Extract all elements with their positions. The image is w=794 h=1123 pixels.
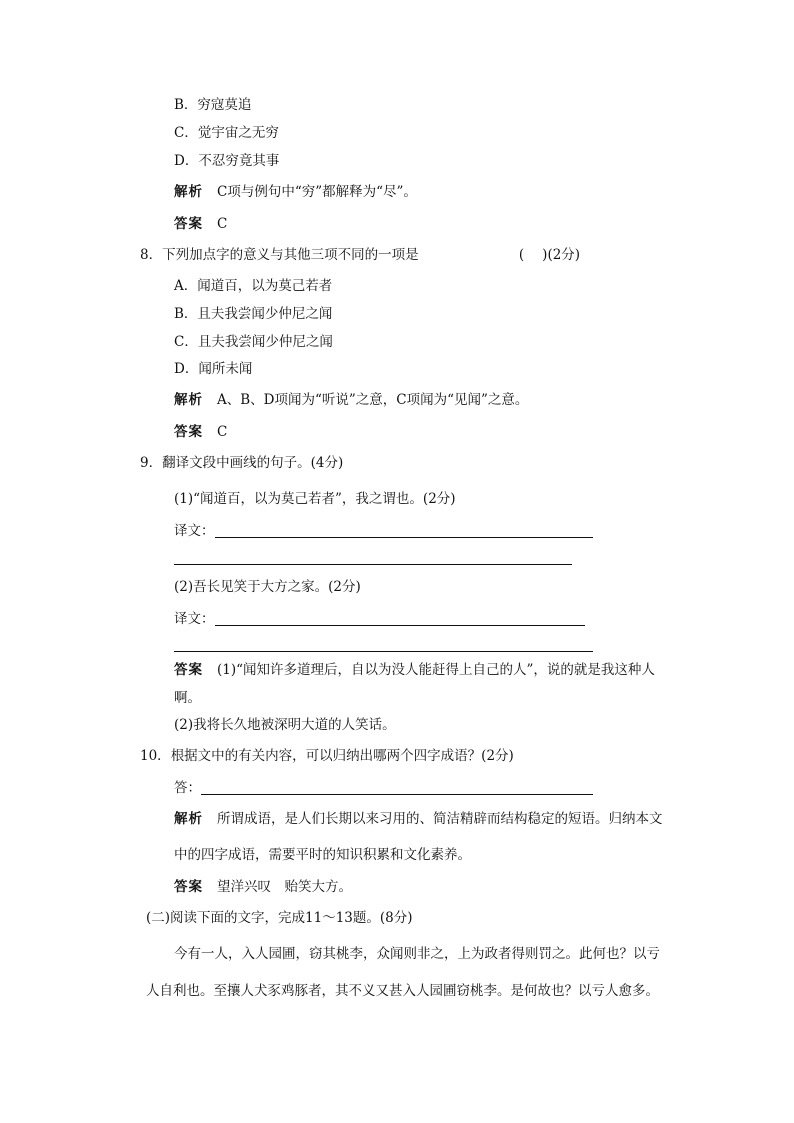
q9-translate-label-1: 译文： (174, 523, 215, 539)
q8-option-c: C．且夫我尝闻少仲尼之闻 (174, 334, 333, 350)
q7-answer: 答案 C (174, 216, 228, 232)
q10-answer-line[interactable] (201, 794, 593, 795)
q9-2-answer-line-1[interactable] (215, 625, 585, 626)
section-2-heading: (二)阅读下面的文字，完成11～13题。(8分) (146, 910, 413, 926)
q7-option-d: D．不忍穷竟其事 (174, 153, 280, 169)
q9-sub1: (1)“闻道百，以为莫己若者”，我之谓也。(2分) (174, 491, 456, 507)
q9-answer-cont: 啊。 (174, 690, 201, 706)
q9-1-answer-line-2[interactable] (174, 564, 572, 565)
q8-stem: 8．下列加点字的意义与其他三项不同的一项是 ( )(2分) (140, 247, 581, 263)
q8-option-b: B．且夫我尝闻少仲尼之闻 (174, 306, 333, 322)
q9-answer: 答案 (1)“闻知许多道理后，自以为没人能赶得上自己的人”，说的就是我这种人 (174, 662, 655, 678)
q9-sub2: (2)吾长见笑于大方之家。(2分) (174, 579, 361, 595)
q9-1-answer-line-1[interactable] (215, 537, 593, 538)
q10-stem: 10．根据文中的有关内容，可以归纳出哪两个四字成语？(2分) (140, 748, 514, 764)
q9-stem: 9．翻译文段中画线的句子。(4分) (140, 455, 344, 471)
section-2-paragraph-cont: 人自利也。至攘人犬豕鸡豚者，其不义又甚入人园圃窃桃李。是何故也？以亏人愈多。 (146, 983, 659, 999)
q8-option-d: D．闻所未闻 (174, 361, 253, 377)
q8-option-a: A．闻道百，以为莫己若者 (174, 278, 333, 294)
q8-answer-paren: ( )(2分) (518, 247, 581, 263)
q7-analysis: 解析 C项与例句中“穷”都解释为“尽”。 (174, 184, 417, 200)
q8-analysis: 解析 A、B、D项闻为“听说”之意，C项闻为“见闻”之意。 (174, 392, 529, 408)
q7-option-c: C．觉宇宙之无穷 (174, 125, 279, 141)
q9-answer-2: (2)我将长久地被深明大道的人笑话。 (174, 717, 396, 733)
q8-answer: 答案 C (174, 424, 228, 440)
section-2-paragraph: 今有一人，入人园圃，窃其桃李，众闻则非之，上为政者得则罚之。此何也？以亏 (174, 946, 660, 962)
q9-translate-label-2: 译文： (174, 611, 215, 627)
q10-analysis-cont: 中的四字成语，需要平时的知识积累和文化素养。 (174, 847, 471, 863)
q10-answer-prompt: 答： (174, 780, 201, 796)
q7-option-b: B．穷寇莫追 (174, 97, 252, 113)
q10-answer: 答案 望洋兴叹 贻笑大方。 (174, 879, 352, 895)
q10-analysis: 解析 所谓成语，是人们长期以来习用的、简洁精辟而结构稳定的短语。归纳本文 (174, 811, 663, 827)
q9-2-answer-line-2[interactable] (174, 651, 593, 652)
